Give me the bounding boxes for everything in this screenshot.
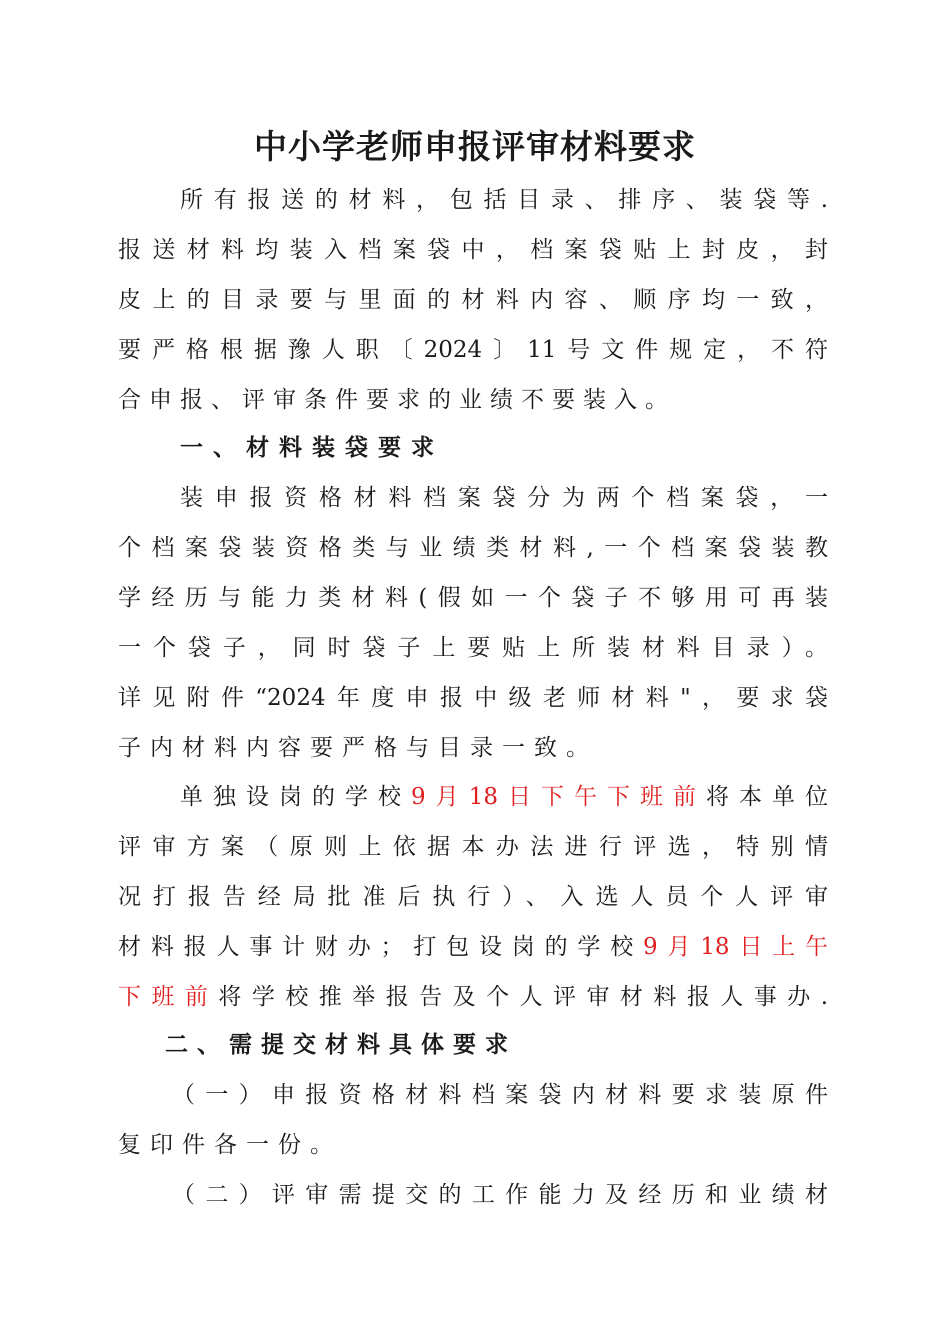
paragraph-line: 况打报告经局批准后执行）、入选人员个人评审	[118, 884, 828, 910]
paragraph-line	[180, 772, 828, 822]
paragraph-line	[118, 922, 828, 972]
paragraph-line: 复印件各一份。	[118, 1132, 342, 1158]
paragraph-line: 报送材料均装入档案袋中，档案袋贴上封皮，封	[118, 237, 828, 263]
paragraph-line: 一个袋子，同时袋子上要贴上所装材料目录）。	[118, 635, 828, 661]
paragraph-line	[118, 972, 828, 1022]
paragraph-line: 合申报、评审条件要求的业绩不要装入。	[118, 387, 676, 413]
paragraph-line: 要严格根据豫人职〔2024〕11号文件规定，不符	[118, 337, 828, 363]
text-span: 将本单位	[706, 784, 829, 810]
deadline-text: 9月18日上午	[643, 934, 829, 960]
text-span: 将学校推举报告及个人评审材料报人事办.	[218, 984, 829, 1010]
deadline-text: 9月18日下午下班前	[411, 784, 706, 810]
paragraph-line: 所有报送的材料，包括目录、排序、装袋等.	[180, 187, 828, 213]
text-span: 材料报人事计财办；打包设岗的学校	[118, 934, 644, 960]
paragraph-line: 个档案袋装资格类与业绩类材料,一个档案袋装教	[118, 535, 828, 561]
paragraph-line: 学经历与能力类材料(假如一个袋子不够用可再装	[118, 585, 828, 611]
paragraph-line: 皮上的目录要与里面的材料内容、顺序均一致，	[118, 287, 828, 313]
section-heading-2: 二、需提交材料具体要求	[165, 1032, 517, 1058]
text-span: 单独设岗的学校	[180, 784, 412, 810]
paragraph-line: 评审方案（原则上依据本办法进行评选，特别情	[118, 834, 828, 860]
document-title: 中小学老师申报评审材料要求	[254, 127, 696, 166]
deadline-text: 下班前	[118, 984, 219, 1010]
paragraph-line: 子内材料内容要严格与目录一致。	[118, 735, 598, 761]
paragraph-line: （二）评审需提交的工作能力及经历和业绩材	[172, 1182, 828, 1208]
paragraph-line: （一）申报资格材料档案袋内材料要求装原件	[172, 1082, 828, 1108]
section-heading-1: 一、材料装袋要求	[180, 435, 444, 461]
paragraph-line: 装申报资格材料档案袋分为两个档案袋，一	[180, 485, 828, 511]
paragraph-line: 详见附件“2024年度申报中级老师材料"，要求袋	[118, 685, 828, 711]
